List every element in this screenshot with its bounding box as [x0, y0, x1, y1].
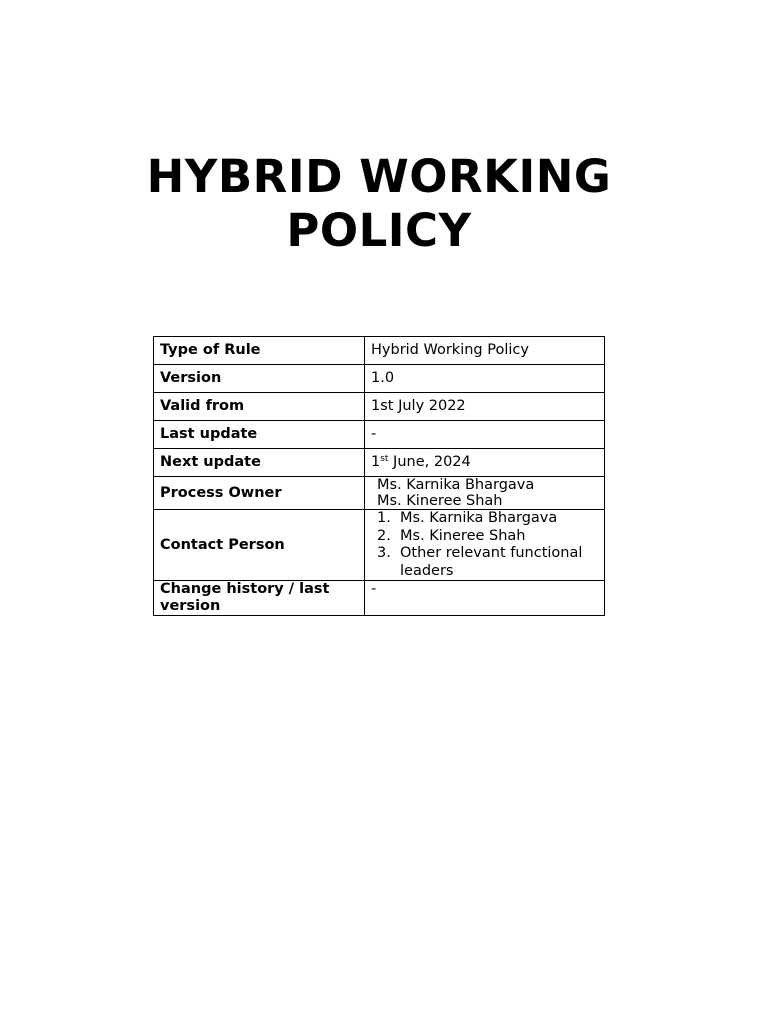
- next-update-label: Next update: [154, 449, 365, 477]
- process-owner-list: [371, 477, 598, 509]
- table-row-contact-person: [154, 510, 605, 581]
- process-owner-name: Ms. Kineree Shah: [377, 493, 503, 509]
- next-update-day: 1: [371, 454, 381, 470]
- version-value: 1.0: [365, 365, 605, 393]
- contact-person-value: [365, 510, 605, 581]
- process-owner-value: [365, 477, 605, 510]
- next-update-ordinal-suffix: st: [380, 454, 389, 464]
- contact-person-label: Contact Person: [154, 510, 365, 581]
- contact-person-item: Ms. Kineree Shah: [400, 527, 526, 544]
- type-of-rule-label: Type of Rule: [154, 337, 365, 365]
- process-owner-name: Ms. Karnika Bhargava: [377, 477, 535, 493]
- table-row-type-of-rule: [154, 337, 605, 365]
- valid-from-label: Valid from: [154, 393, 365, 421]
- contact-person-item: Other relevant functional leaders: [400, 545, 583, 579]
- type-of-rule-value: Hybrid Working Policy: [365, 337, 605, 365]
- change-history-value: -: [365, 581, 605, 616]
- last-update-value: -: [365, 421, 605, 449]
- contact-person-item: Ms. Karnika Bhargava: [400, 510, 558, 526]
- next-update-value: [365, 449, 605, 477]
- table-row-valid-from: [154, 393, 605, 421]
- document-control-table: [153, 336, 605, 616]
- process-owner-label: Process Owner: [154, 477, 365, 510]
- version-label: Version: [154, 365, 365, 393]
- page-title: [0, 150, 758, 258]
- table-row-change-history: [154, 581, 605, 616]
- table-row-next-update: [154, 449, 605, 477]
- next-update-month-year: June, 2024: [388, 454, 471, 470]
- contact-person-list: [371, 510, 598, 580]
- page-title-line-1: HYBRID WORKING: [146, 150, 612, 203]
- table-row-version: [154, 365, 605, 393]
- valid-from-value: 1st July 2022: [365, 393, 605, 421]
- table-row-last-update: [154, 421, 605, 449]
- table-row-process-owner: [154, 477, 605, 510]
- last-update-label: Last update: [154, 421, 365, 449]
- change-history-label: Change history / last version: [154, 581, 365, 616]
- page-title-line-2: POLICY: [286, 204, 472, 257]
